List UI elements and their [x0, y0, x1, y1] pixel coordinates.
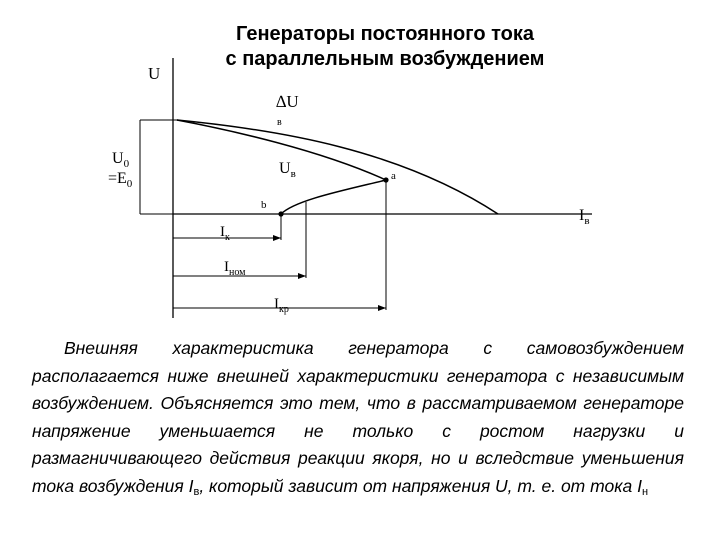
ikr-label: $I_{кр}$ [274, 296, 289, 315]
paragraph-sub-2: н [641, 485, 649, 498]
title-line-2: с параллельным возбуждением [225, 48, 545, 70]
ik-arrow-head [273, 235, 281, 241]
axis-u-label: U [148, 64, 161, 83]
description-paragraph [32, 335, 684, 506]
paragraph-sub-1: в [193, 485, 200, 498]
u0-label: $U_0$ [112, 150, 130, 170]
paragraph-text-main: Внешняя характеристика генератора с самовозбуждением располагается ниже внешней характеристики генератора с независимым возбуждением. Объясняется это тем, что в рассматриваемом генераторе напряжение уменьшается не только с ростом нагрузки и размагничивающего действия реакции якоря, но и вследствие уменьшения тока возбуждения I [32, 338, 684, 496]
point-a-label: а [391, 170, 396, 182]
independent-excitation-curve [177, 120, 498, 214]
point-b-label: b [261, 199, 267, 211]
uv-label: $U_в$ [279, 160, 296, 180]
axis-i-label: $I_в$ [579, 207, 590, 227]
ik-label: $I_к$ [220, 224, 230, 243]
paragraph-text-mid: , который зависит от напряжения U, т. е. от тока I [199, 475, 642, 496]
inom-label: $I_{ном}$ [224, 259, 246, 278]
point-v-label: в [277, 117, 282, 128]
delta-u-label: ∆U [276, 92, 299, 111]
ikr-arrow-head [378, 305, 386, 311]
inom-arrow-head [298, 273, 306, 279]
e0-label: $=E_0$ [108, 170, 133, 190]
title-line-1: Генераторы постоянного тока [236, 23, 534, 45]
